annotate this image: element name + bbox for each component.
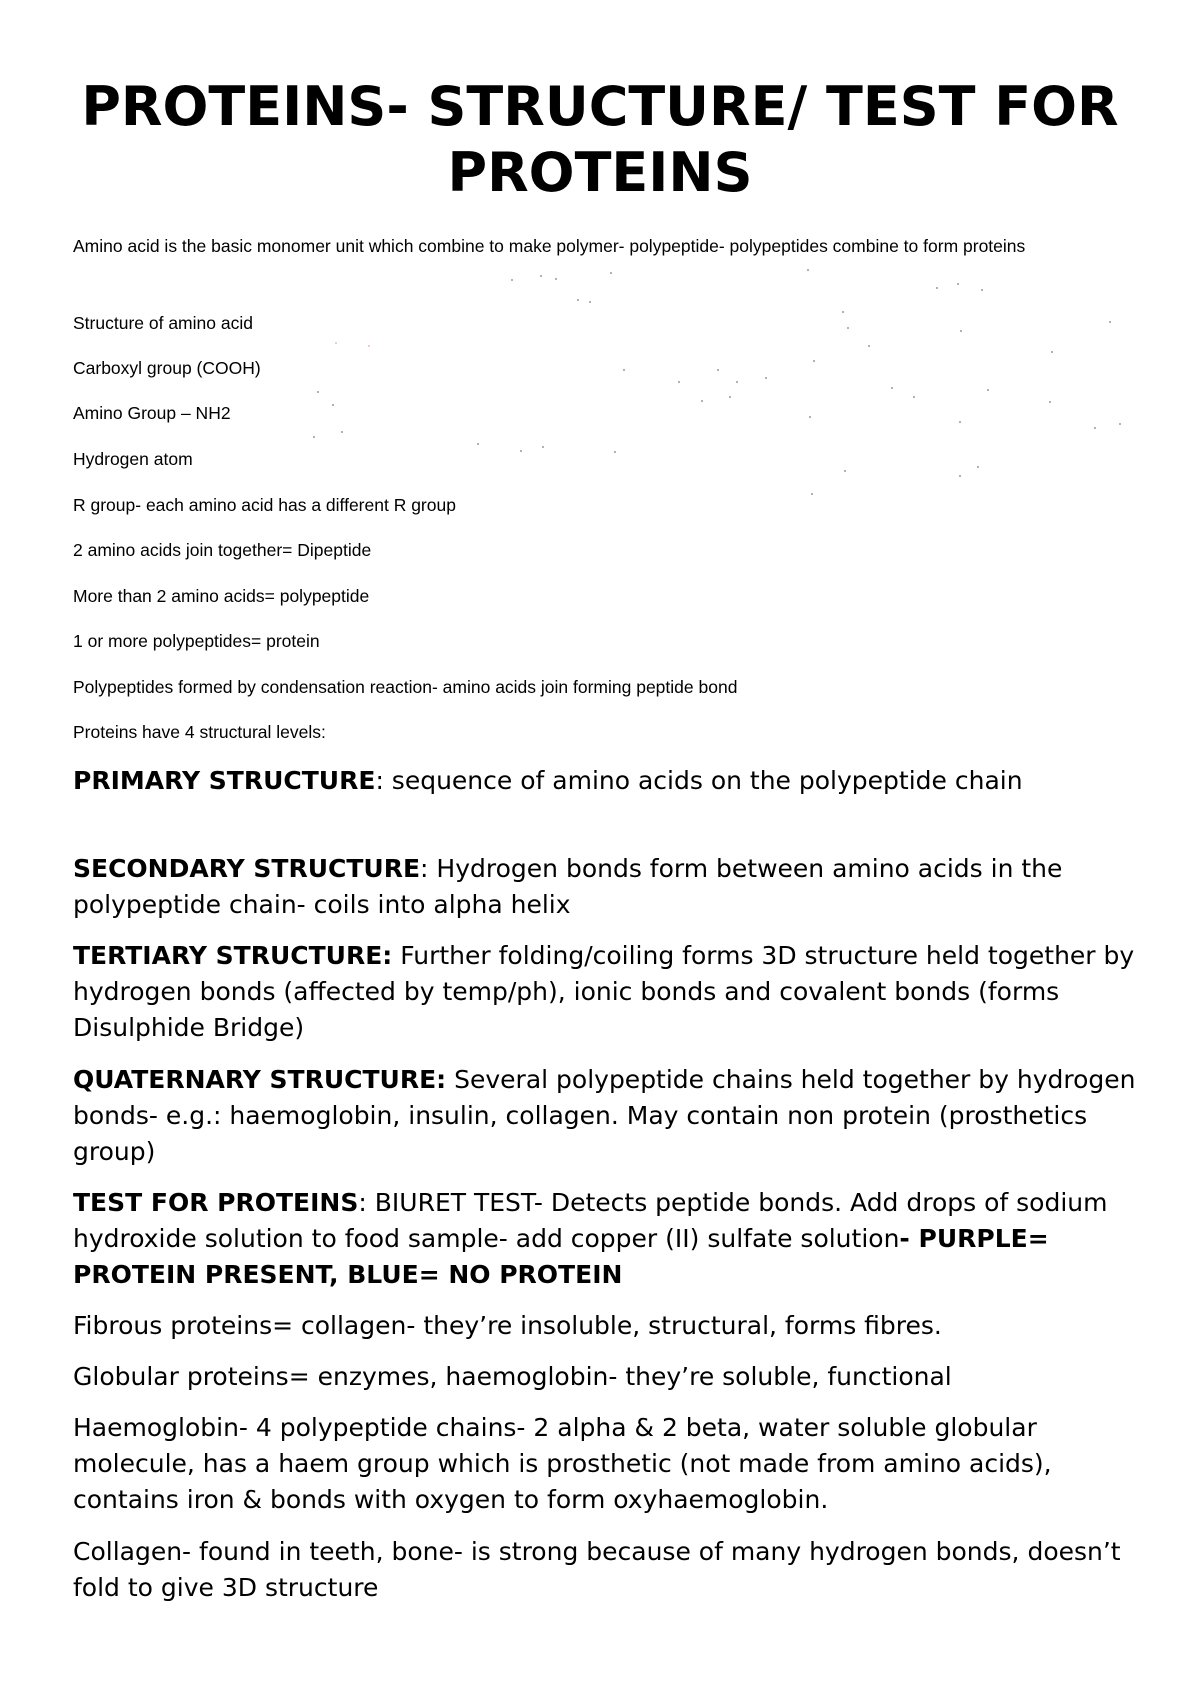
test-for-proteins-paragraph — [73, 1185, 1143, 1293]
polypeptide-line: More than 2 amino acids= polypeptide — [73, 586, 370, 606]
haemoglobin-note: Haemoglobin- 4 polypeptide chains- 2 alpha & 2 beta, water soluble globular molecule, has a haem group which is prosthetic (not made from amino acids), contains iron & bonds with oxygen to form oxyhaemoglobin. — [73, 1413, 1052, 1514]
secondary-structure-paragraph — [73, 851, 1143, 923]
condensation-line: Polypeptides formed by condensation reaction- amino acids join forming peptide bond — [73, 677, 738, 697]
primary-structure-text: : sequence of amino acids on the polypeptide chain — [375, 766, 1023, 795]
test-for-proteins-heading: TEST FOR PROTEINS — [73, 1188, 359, 1217]
tertiary-structure-text: Further folding/coiling forms 3D structure held together by hydrogen bonds (affected by temp/ph), ionic bonds and covalent bonds (forms Disulphide Bridge) — [73, 941, 1135, 1042]
quaternary-structure-heading: QUATERNARY STRUCTURE: — [73, 1065, 447, 1094]
page-title: PROTEINS- STRUCTURE/ TEST FOR PROTEINS — [81, 75, 1119, 204]
primary-structure-paragraph — [73, 763, 1143, 799]
globular-proteins-note: Globular proteins= enzymes, haemoglobin- they’re soluble, functional — [73, 1362, 952, 1391]
dipeptide-line: 2 amino acids join together= Dipeptide — [73, 540, 372, 560]
intro-definition: Amino acid is the basic monomer unit which combine to make polymer- polypeptide- polypeptides combine to form proteins — [73, 236, 1026, 256]
tertiary-structure-paragraph — [73, 938, 1143, 1046]
structural-levels-line: Proteins have 4 structural levels: — [73, 722, 326, 742]
fibrous-proteins-note: Fibrous proteins= collagen- they’re insoluble, structural, forms fibres. — [73, 1311, 942, 1340]
secondary-structure-text: : Hydrogen bonds form between amino acids in the polypeptide chain- coils into alpha helix — [73, 854, 1063, 919]
collagen-note: Collagen- found in teeth, bone- is strong because of many hydrogen bonds, doesn’t fold to give 3D structure — [73, 1537, 1121, 1602]
test-for-proteins-text: : BIURET TEST- Detects peptide bonds. Add drops of sodium hydroxide solution to food sample- add copper (II) sulfate solution — [73, 1188, 1108, 1253]
r-group: R group- each amino acid has a different R group — [73, 495, 456, 515]
secondary-structure-heading: SECONDARY STRUCTURE — [73, 854, 421, 883]
primary-structure-heading: PRIMARY STRUCTURE — [73, 766, 376, 795]
hydrogen-atom: Hydrogen atom — [73, 449, 193, 469]
quaternary-structure-paragraph — [73, 1062, 1143, 1170]
quaternary-structure-text: Several polypeptide chains held together by hydrogen bonds- e.g.: haemoglobin, insulin, collagen. May contain non protein (prosthetics group) — [73, 1065, 1136, 1166]
amino-group: Amino Group – NH2 — [73, 403, 231, 423]
structure-of-amino-acid: Structure of amino acid — [73, 313, 253, 333]
protein-line: 1 or more polypeptides= protein — [73, 631, 320, 651]
carboxyl-group: Carboxyl group (COOH) — [73, 358, 261, 378]
tertiary-structure-heading: TERTIARY STRUCTURE: — [73, 941, 393, 970]
test-for-proteins-result: - PURPLE= PROTEIN PRESENT, BLUE= NO PROTEIN — [73, 1224, 1049, 1289]
